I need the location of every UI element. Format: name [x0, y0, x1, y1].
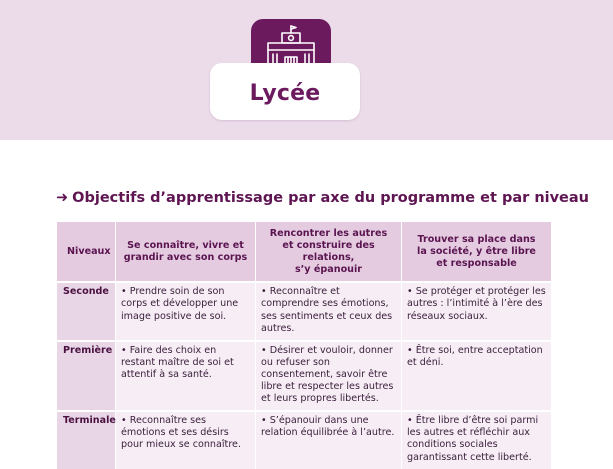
- level-label: Seconde: [57, 282, 116, 340]
- table-cell: • Être libre d’être soi parmi les autres et réfléchir aux conditions sociales garantissant cette liberté.: [402, 411, 552, 468]
- table-header-row: [57, 222, 552, 282]
- table-cell: • Prendre soin de son corps et développer une image positive de soi.: [116, 282, 256, 340]
- table-cell: • Désirer et vouloir, donner ou refuser son consentement, savoir être libre et respecter les autres et leurs propres libertés.: [256, 341, 402, 411]
- table-row: [57, 411, 552, 468]
- header-axis-1: Se connaître, vivre et grandir avec son corps: [116, 222, 256, 282]
- table-cell: • Se protéger et protéger les autres : l’intimité à l’ère des réseaux sociaux.: [402, 282, 552, 340]
- table-row: [57, 282, 552, 340]
- table-cell: • S’épanouir dans une relation équilibrée à l’autre.: [256, 411, 402, 468]
- section-title-text: Objectifs d’apprentissage par axe du programme et par niveau: [72, 190, 590, 206]
- header-levels: Niveaux: [57, 222, 116, 282]
- table-cell: • Faire des choix en restant maître de soi et attentif à sa santé.: [116, 341, 256, 411]
- table-row: [57, 341, 552, 411]
- table-cell: • Être soi, entre acceptation et déni.: [402, 341, 552, 411]
- level-label: Terminale: [57, 411, 116, 468]
- arrow-right-icon: ➜: [56, 190, 69, 206]
- hero-title-card: [210, 63, 360, 120]
- level-label: Première: [57, 341, 116, 411]
- table-cell: • Reconnaître et comprendre ses émotions, ses sentiments et ceux des autres.: [256, 282, 402, 340]
- header-axis-2: Rencontrer les autres et construire des relations, s’y épanouir: [256, 222, 402, 282]
- table-cell: • Reconnaître ses émotions et ses désirs pour mieux se connaître.: [116, 411, 256, 468]
- section-heading: [56, 189, 590, 207]
- header-axis-3: Trouver sa place dans la société, y être libre et responsable: [402, 222, 552, 282]
- objectives-table: [56, 222, 552, 469]
- page-title: Lycée: [249, 81, 321, 106]
